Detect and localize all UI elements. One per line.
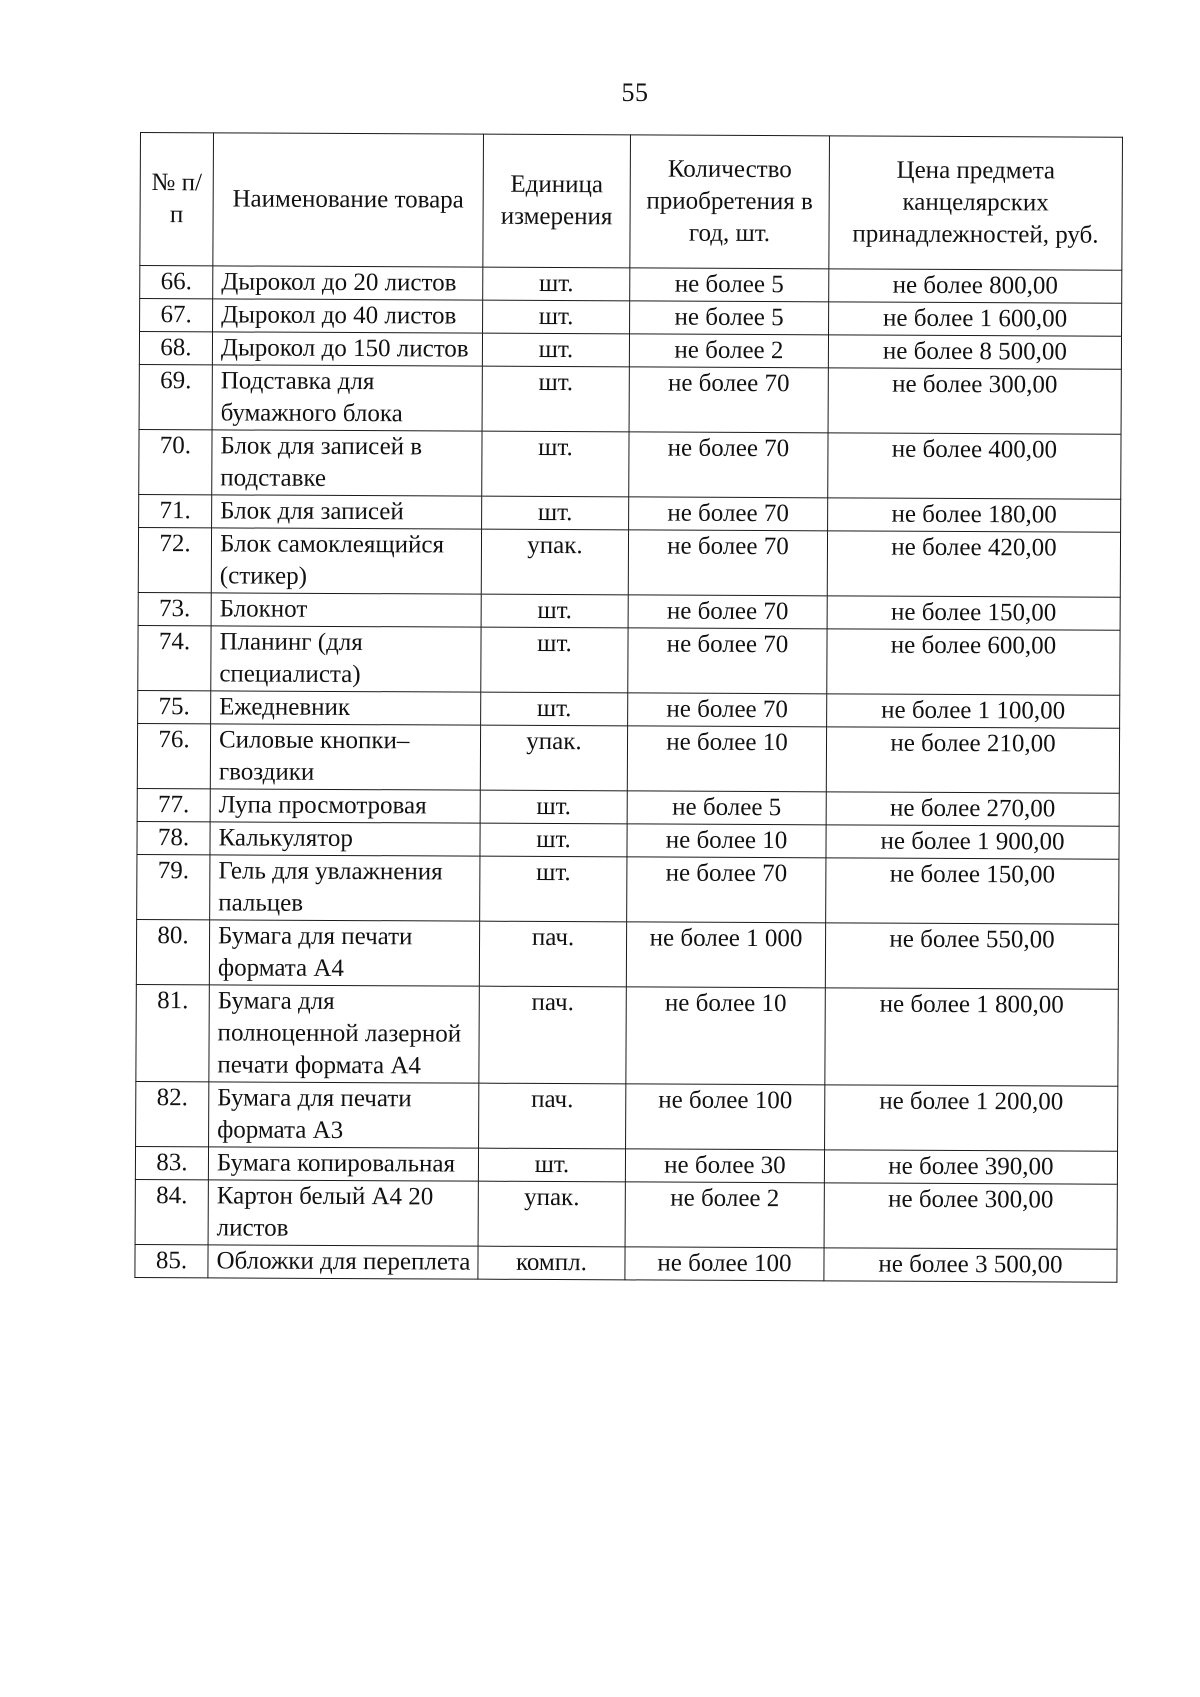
cell-num: 84. xyxy=(135,1179,208,1244)
cell-unit: шт. xyxy=(482,333,629,367)
table-body xyxy=(135,266,1122,1283)
cell-unit: упак. xyxy=(481,529,628,595)
cell-num: 82. xyxy=(136,1081,209,1146)
cell-name: Лупа просмотровая xyxy=(210,789,480,823)
cell-unit: шт. xyxy=(481,627,628,693)
cell-price: не более 1 600,00 xyxy=(829,302,1122,336)
cell-qty: не более 2 xyxy=(625,1182,824,1248)
table-row xyxy=(139,494,1121,532)
cell-num: 73. xyxy=(138,592,211,625)
cell-num: 79. xyxy=(137,854,210,919)
cell-num: 81. xyxy=(136,984,209,1081)
cell-num: 72. xyxy=(138,527,211,592)
cell-name: Бумага для печати формата А4 xyxy=(209,920,479,986)
cell-name: Подставка для бумажного блока xyxy=(212,365,482,431)
cell-name: Обложки для переплета xyxy=(208,1245,478,1279)
cell-name: Блок для записей xyxy=(212,495,482,529)
header-num: № п/п xyxy=(140,133,214,266)
cell-qty: не более 70 xyxy=(628,530,827,596)
cell-name: Бумага для полноценной лазерной печати формата А4 xyxy=(209,985,479,1083)
header-price: Цена предмета канцелярских принадлежностей, руб. xyxy=(829,136,1123,270)
cell-price: не более 300,00 xyxy=(828,368,1121,434)
table-row xyxy=(137,821,1119,859)
cell-unit: шт. xyxy=(482,431,629,497)
table-row xyxy=(138,690,1120,728)
cell-qty: не более 10 xyxy=(627,824,826,858)
cell-name: Блок для записей в подставке xyxy=(212,430,482,496)
cell-num: 66. xyxy=(140,266,213,299)
cell-qty: не более 70 xyxy=(628,595,827,629)
cell-name: Дырокол до 150 листов xyxy=(212,332,482,366)
cell-price: не более 150,00 xyxy=(827,596,1120,630)
cell-qty: не более 30 xyxy=(625,1149,824,1183)
cell-price: не более 3 500,00 xyxy=(824,1248,1117,1282)
table-row xyxy=(136,919,1118,989)
cell-price: не более 1 100,00 xyxy=(827,694,1120,728)
cell-unit: пач. xyxy=(479,921,626,987)
cell-qty: не более 70 xyxy=(628,628,827,694)
cell-unit: шт. xyxy=(480,790,627,824)
cell-price: не более 600,00 xyxy=(827,629,1120,695)
table-row xyxy=(137,723,1119,793)
cell-name: Блок самоклеящийся (стикер) xyxy=(211,528,481,594)
cell-qty: не более 100 xyxy=(625,1247,824,1281)
cell-price: не более 150,00 xyxy=(826,858,1119,924)
cell-unit: шт. xyxy=(481,692,628,726)
cell-num: 71. xyxy=(139,494,212,527)
cell-unit: шт. xyxy=(482,496,629,530)
cell-qty: не более 2 xyxy=(629,334,828,368)
cell-qty: не более 70 xyxy=(629,432,828,498)
table-row xyxy=(140,266,1122,304)
table-row xyxy=(139,429,1121,499)
cell-unit: упак. xyxy=(478,1181,625,1247)
cell-num: 74. xyxy=(138,625,211,690)
cell-price: не более 390,00 xyxy=(824,1150,1117,1184)
cell-unit: шт. xyxy=(481,594,628,628)
cell-qty: не более 70 xyxy=(628,693,827,727)
cell-qty: не более 100 xyxy=(626,1084,825,1150)
cell-num: 70. xyxy=(139,429,212,494)
cell-qty: не более 5 xyxy=(630,301,829,335)
cell-unit: пач. xyxy=(479,986,626,1084)
header-unit: Единица измерения xyxy=(483,134,631,268)
cell-qty: не более 10 xyxy=(627,726,826,792)
cell-name: Картон белый А4 20 листов xyxy=(208,1180,478,1246)
cell-name: Калькулятор xyxy=(210,822,480,856)
table-row xyxy=(135,1244,1117,1282)
cell-name: Бумага копировальная xyxy=(208,1147,478,1181)
cell-num: 80. xyxy=(136,919,209,984)
cell-qty: не более 1 000 xyxy=(626,922,825,988)
cell-qty: не более 70 xyxy=(627,857,826,923)
cell-price: не более 270,00 xyxy=(826,792,1119,826)
cell-name: Блокнот xyxy=(211,593,481,627)
cell-name: Дырокол до 20 листов xyxy=(213,266,483,300)
cell-unit: компл. xyxy=(478,1246,625,1280)
header-name: Наименование товара xyxy=(213,133,484,267)
table-row xyxy=(136,984,1118,1086)
cell-name: Бумага для печати формата А3 xyxy=(209,1082,479,1148)
cell-qty: не более 70 xyxy=(629,367,828,433)
price-table-container xyxy=(134,132,1122,1283)
table-header xyxy=(140,133,1123,271)
cell-num: 75. xyxy=(138,690,211,723)
cell-price: не более 300,00 xyxy=(824,1183,1117,1249)
cell-unit: шт. xyxy=(480,823,627,857)
cell-price: не более 1 200,00 xyxy=(825,1085,1118,1151)
cell-num: 78. xyxy=(137,821,210,854)
cell-qty: не более 10 xyxy=(626,987,825,1085)
cell-num: 83. xyxy=(135,1146,208,1179)
table-row xyxy=(137,854,1119,924)
table-row xyxy=(137,788,1119,826)
cell-price: не более 420,00 xyxy=(827,531,1120,597)
cell-num: 68. xyxy=(139,332,212,365)
table-row xyxy=(138,592,1120,630)
cell-price: не более 1 900,00 xyxy=(826,825,1119,859)
table-row xyxy=(139,364,1121,434)
table-row xyxy=(136,1081,1118,1151)
cell-num: 77. xyxy=(137,788,210,821)
cell-name: Планинг (для специалиста) xyxy=(211,626,481,692)
header-row xyxy=(140,133,1123,271)
page-number: 55 xyxy=(621,78,649,107)
cell-price: не более 550,00 xyxy=(825,923,1118,989)
cell-unit: шт. xyxy=(483,267,630,301)
cell-name: Ежедневник xyxy=(211,691,481,725)
cell-num: 69. xyxy=(139,364,212,429)
cell-num: 67. xyxy=(140,299,213,332)
table-row xyxy=(135,1146,1117,1184)
stationery-price-table xyxy=(134,132,1123,1283)
cell-unit: шт. xyxy=(478,1148,625,1182)
cell-qty: не более 5 xyxy=(627,791,826,825)
cell-price: не более 8 500,00 xyxy=(828,335,1121,369)
cell-price: не более 800,00 xyxy=(829,269,1122,303)
table-row xyxy=(139,332,1121,370)
cell-qty: не более 5 xyxy=(630,268,829,302)
cell-unit: упак. xyxy=(480,725,627,791)
cell-price: не более 210,00 xyxy=(826,727,1119,793)
cell-unit: пач. xyxy=(479,1083,626,1149)
cell-unit: шт. xyxy=(480,856,627,922)
cell-name: Силовые кнопки– гвоздики xyxy=(210,724,480,790)
cell-num: 76. xyxy=(137,723,210,788)
cell-unit: шт. xyxy=(482,366,629,432)
table-row xyxy=(140,299,1122,337)
table-row xyxy=(138,625,1120,695)
header-qty: Количество приобретения в год, шт. xyxy=(630,135,830,269)
table-row xyxy=(135,1179,1117,1249)
table-row xyxy=(138,527,1120,597)
cell-price: не более 1 800,00 xyxy=(825,988,1118,1086)
cell-qty: не более 70 xyxy=(629,497,828,531)
cell-price: не более 180,00 xyxy=(828,498,1121,532)
cell-name: Дырокол до 40 листов xyxy=(213,299,483,333)
cell-price: не более 400,00 xyxy=(828,433,1121,499)
cell-unit: шт. xyxy=(483,300,630,334)
cell-name: Гель для увлажнения пальцев xyxy=(210,855,480,921)
cell-num: 85. xyxy=(135,1244,208,1277)
